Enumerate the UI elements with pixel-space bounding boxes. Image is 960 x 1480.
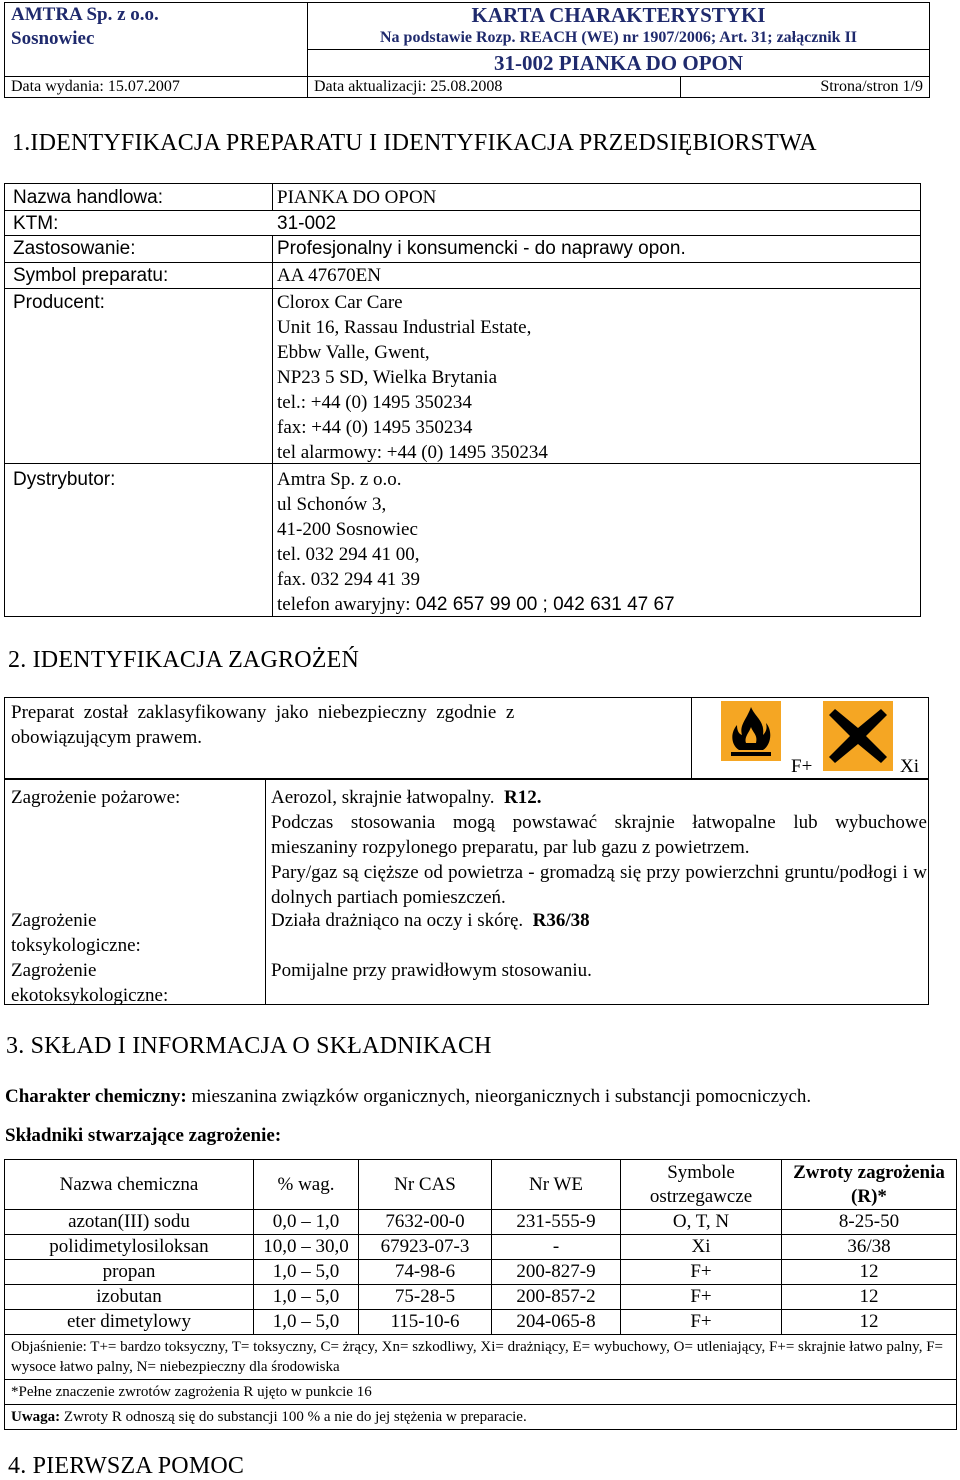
emergency-numbers: 042 657 99 00 ; 042 631 47 67	[410, 594, 675, 615]
legend-row	[5, 1335, 957, 1380]
fire-hazard-text	[271, 785, 927, 910]
symbol-value: AA 47670EN	[277, 265, 381, 286]
distributor-line: 41-200 Sosnowiec	[277, 519, 418, 540]
character-text: mieszanina związków organicznych, nieorganicznych i substancji pomocniczych.	[186, 1086, 812, 1107]
cell: 1,0 – 5,0	[254, 1285, 359, 1310]
distributor-line: ul Schonów 3,	[277, 494, 387, 515]
symbol-label-xi: Xi	[900, 756, 919, 777]
issue-date: Data wydania: 15.07.2007	[5, 77, 308, 98]
components-table	[4, 1159, 957, 1430]
ecotox-hazard-text: Pomijalne przy prawidłowym stosowaniu.	[271, 960, 592, 981]
distributor-line: Amtra Sp. z o.o.	[277, 469, 402, 490]
cell: 200-827-9	[492, 1260, 621, 1285]
cross-icon	[823, 701, 893, 771]
trade-name-value: PIANKA DO OPON	[277, 187, 437, 208]
regulation-text: Na podstawie Rozp. REACH (WE) nr 1907/2006; Art. 31; załącznik II	[379, 29, 858, 46]
note-label: Uwaga:	[11, 1409, 61, 1425]
cell: 12	[782, 1260, 957, 1285]
cell: 36/38	[782, 1235, 957, 1260]
cell: propan	[5, 1260, 254, 1285]
trade-name-label: Nazwa handlowa:	[13, 187, 163, 208]
col-header: Zwroty zagrożenia (R)*	[782, 1160, 957, 1210]
cell: F+	[621, 1260, 782, 1285]
cell: 7632-00-0	[359, 1210, 492, 1235]
cell: izobutan	[5, 1285, 254, 1310]
fire-hazard-label: Zagrożenie pożarowe:	[11, 787, 181, 808]
table-row	[5, 1310, 957, 1335]
cell: O, T, N	[621, 1210, 782, 1235]
fire-hazard-line: Podczas stosowania mogą powstawać skrajnie łatwopalne lub wybuchowe mieszaniny rozpylonego preparatu, par lub gazu z powietrzem.	[271, 812, 927, 858]
cell: azotan(III) sodu	[5, 1210, 254, 1235]
col-header: % wag.	[254, 1160, 359, 1210]
cell: 200-857-2	[492, 1285, 621, 1310]
col-header: Nazwa chemiczna	[5, 1160, 254, 1210]
footnote-row	[5, 1380, 957, 1405]
cell: F+	[621, 1285, 782, 1310]
producer-label: Producent:	[13, 292, 105, 313]
title-cell	[308, 3, 930, 50]
chemical-character	[5, 1084, 811, 1109]
distributor-label: Dystrybutor:	[13, 469, 116, 490]
tox-label-line: toksykologiczne:	[11, 935, 141, 956]
doc-title: KARTA CHARAKTERYSTYKI	[471, 3, 766, 27]
producer-line: fax: +44 (0) 1495 350234	[277, 417, 473, 438]
fire-hazard-code: R12.	[504, 787, 542, 808]
classification-line: obowiązującym prawem.	[11, 727, 202, 748]
emergency-label: telefon awaryjny:	[277, 594, 411, 615]
cell: Xi	[621, 1235, 782, 1260]
symbols-legend: Objaśnienie: T+= bardzo toksyczny, T= toksyczny, C= żrący, Xn= szkodliwy, Xi= drażniący, E= wybuchowy, O= utleniający, F+= skrajnie łatwo palny, F= wysoce łatwo palny, N= niebezpieczny dla środowiska	[5, 1335, 957, 1380]
cell: 10,0 – 30,0	[254, 1235, 359, 1260]
distributor-line: fax. 032 294 41 39	[277, 569, 421, 590]
cell: 12	[782, 1310, 957, 1335]
page-number: Strona/stron 1/9	[681, 77, 930, 98]
section3-heading: 3. SKŁAD I INFORMACJA O SKŁADNIKACH	[6, 1033, 492, 1059]
hazardous-components-label: Składniki stwarzające zagrożenie:	[5, 1125, 282, 1146]
character-label: Charakter chemiczny:	[5, 1086, 187, 1107]
table-row	[5, 1210, 957, 1235]
distributor-address	[277, 467, 675, 617]
classification-line: Preparat został zaklasyfikowany jako niebezpieczny zgodnie z	[11, 702, 515, 723]
fire-hazard-line: Pary/gaz są cięższe od powietrza - gromadzą się przy powierzchni gruntu/podłogi i w dolnych partiach pomieszczeń.	[271, 862, 927, 908]
update-date: Data aktualizacji: 25.08.2008	[308, 77, 681, 98]
producer-line: NP23 5 SD, Wielka Brytania	[277, 367, 498, 388]
cell: 1,0 – 5,0	[254, 1310, 359, 1335]
cell: 231-555-9	[492, 1210, 621, 1235]
table-row	[5, 1260, 957, 1285]
symbol-label: Symbol preparatu:	[13, 265, 169, 286]
producer-line: Ebbw Valle, Gwent,	[277, 342, 430, 363]
ecotox-label-line: Zagrożenie	[11, 960, 97, 981]
ecotox-label-line: ekotoksykologiczne:	[11, 985, 169, 1006]
table-row	[5, 1285, 957, 1310]
producer-line: tel alarmowy: +44 (0) 1495 350234	[277, 442, 548, 463]
ktm-value: 31-002	[277, 213, 337, 234]
fire-hazard-line: Aerozol, skrajnie łatwopalny.	[271, 787, 495, 808]
r-phrases-footnote: *Pełne znaczenie zwrotów zagrożenia R ujęto w punkcie 16	[5, 1380, 957, 1405]
producer-line: tel.: +44 (0) 1495 350234	[277, 392, 472, 413]
symbol-label-fplus: F+	[791, 756, 813, 777]
cell: 75-28-5	[359, 1285, 492, 1310]
cell: 74-98-6	[359, 1260, 492, 1285]
company-name: AMTRA Sp. z o.o.	[11, 4, 159, 25]
cell: polidimetylosiloksan	[5, 1235, 254, 1260]
cell: 12	[782, 1285, 957, 1310]
producer-address	[277, 290, 548, 465]
note-text: Zwroty R odnoszą się do substancji 100 % a nie do jej stężenia w preparacie.	[60, 1409, 527, 1425]
ktm-label: KTM:	[13, 213, 59, 234]
ecotox-hazard-label	[11, 958, 168, 1008]
hazards-box	[4, 779, 929, 1005]
product-code-title: 31-002 PIANKA DO OPON	[308, 50, 930, 77]
tox-text: Działa drażniąco na oczy i skórę.	[271, 910, 524, 931]
emergency-phone	[277, 592, 675, 617]
table-row	[5, 1235, 957, 1260]
identification-box	[4, 183, 921, 617]
cell: eter dimetylowy	[5, 1310, 254, 1335]
section4-heading: 4. PIERWSZA POMOC	[8, 1453, 245, 1479]
cell: 115-10-6	[359, 1310, 492, 1335]
tox-hazard-label	[11, 908, 141, 958]
classification-box	[4, 697, 929, 779]
cell: 0,0 – 1,0	[254, 1210, 359, 1235]
note-row	[5, 1405, 957, 1430]
cell: 67923-07-3	[359, 1235, 492, 1260]
cell: -	[492, 1235, 621, 1260]
use-value: Profesjonalny i konsumencki - do naprawy opon.	[277, 238, 686, 259]
cell: F+	[621, 1310, 782, 1335]
use-label: Zastosowanie:	[13, 238, 136, 259]
col-header: Symbole ostrzegawcze	[621, 1160, 782, 1210]
producer-line: Clorox Car Care	[277, 292, 403, 313]
tox-code: R36/38	[532, 910, 590, 931]
tox-hazard-text	[271, 908, 927, 933]
producer-line: Unit 16, Rassau Industrial Estate,	[277, 317, 532, 338]
classification-text	[11, 700, 687, 750]
concentration-note	[5, 1405, 957, 1430]
col-header: Nr CAS	[359, 1160, 492, 1210]
cell: 204-065-8	[492, 1310, 621, 1335]
tox-label-line: Zagrożenie	[11, 910, 97, 931]
cell: 1,0 – 5,0	[254, 1260, 359, 1285]
section2-heading: 2. IDENTYFIKACJA ZAGROŻEŃ	[8, 647, 359, 673]
col-header: Nr WE	[492, 1160, 621, 1210]
section1-heading: 1.IDENTYFIKACJA PREPARATU I IDENTYFIKACJA PRZEDSIĘBIORSTWA	[12, 130, 817, 156]
table-header-row	[5, 1160, 957, 1210]
document-header	[4, 2, 930, 98]
distributor-line: tel. 032 294 41 00,	[277, 544, 420, 565]
flame-icon	[721, 701, 781, 761]
company-cell	[5, 3, 308, 77]
cell: 8-25-50	[782, 1210, 957, 1235]
company-city: Sosnowiec	[11, 28, 95, 49]
